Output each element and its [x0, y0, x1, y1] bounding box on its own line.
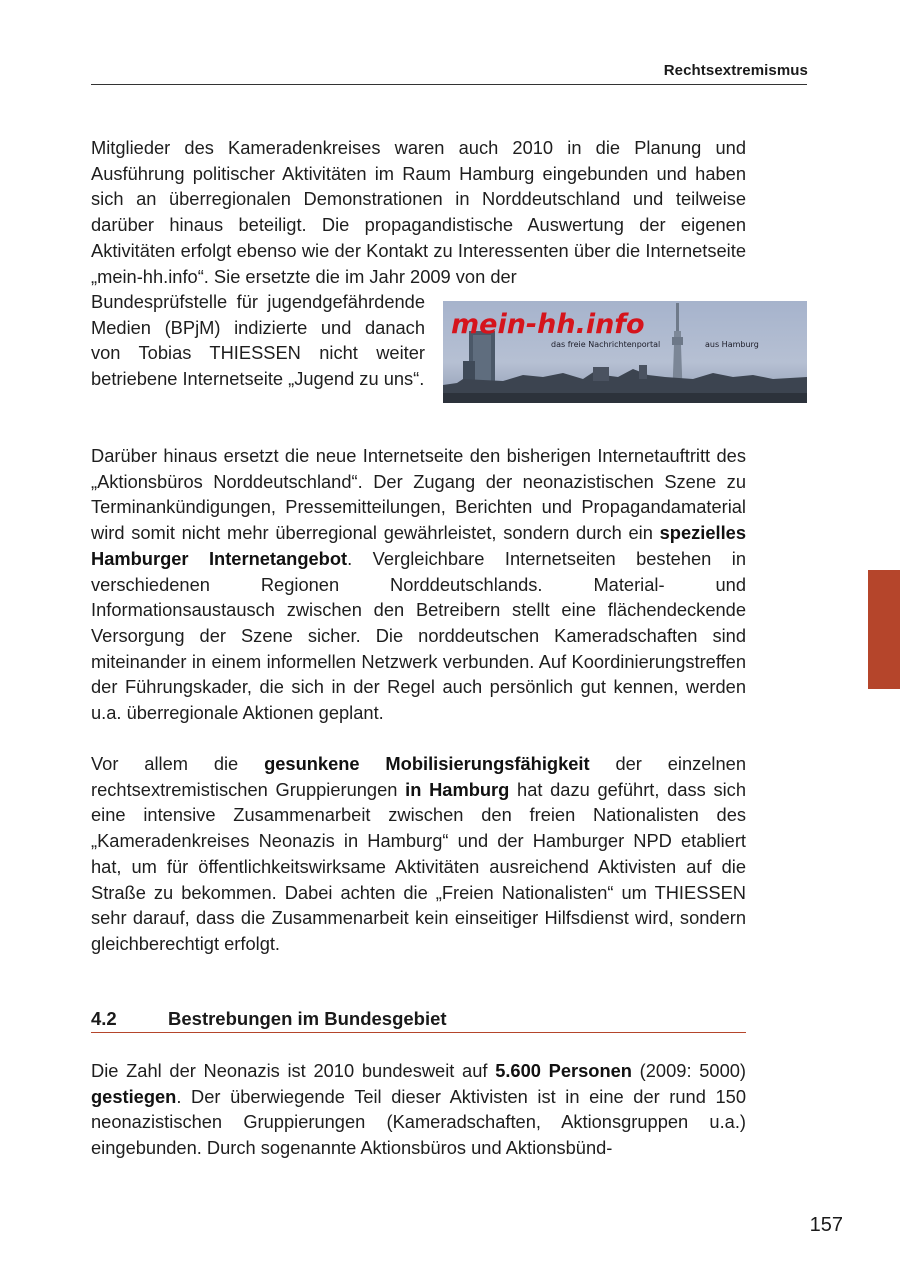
paragraph-3-bold-1: gesunkene Mobilisierungsfähigkeit: [264, 753, 590, 774]
website-banner-image: [443, 301, 807, 403]
paragraph-2-text-b: . Vergleichbare Internetseiten bestehen in verschiedenen Regionen Norddeutschlands. Material- und Informationsaustausch zwischen den Betreibern stellt eine flächendeckende Versorgung der Szene sicher. Die norddeutschen Kameradschaften sind miteinander in einem informellen Netzwerk verbunden. Auf Koordinierungstreffen der Führungskader, die sich in der Regel auch persönlich gut kennen, werden u.a. überregionale Aktionen geplant.: [91, 547, 747, 724]
paragraph-4-text-b: (2009: 5000): [631, 1060, 746, 1081]
running-header: Rechtsextremismus: [663, 62, 808, 79]
paragraph-1-side-text: Bundesprüfstelle für jugendgefährdende Medien (BPjM) indizierte und danach von Tobias THIESSEN nicht weiter betriebene Internetseite „Jugend zu uns“.: [91, 291, 425, 390]
banner-logo-text: mein-hh.info: [451, 309, 645, 340]
paragraph-2-text-a: Darüber hinaus ersetzt die neue Internetseite den bisherigen Internetauftritt des „Aktionsbüros Norddeutschland“. Der Zugang der neonazistischen Szene zu Terminankündigungen, Pressemitteilungen, Berichten und Propagandamaterial wird somit nicht mehr überregional gewährleistet, sondern durch ein: [91, 445, 746, 544]
page-number: 157: [809, 1214, 843, 1236]
section-heading: [91, 1008, 746, 1033]
section-number: 4.2: [91, 1008, 117, 1029]
chapter-tab-marker: [868, 570, 900, 689]
paragraph-2-bold: spezielles Hamburger Internetangebot: [91, 522, 746, 569]
paragraph-3-text-b: der einzelnen rechtsextremistischen Gruppierungen: [91, 753, 746, 800]
paragraph-3-text-c: hat dazu geführt, dass sich eine intensive Zusammenarbeit zwischen den freien Nationalisten des „Kameradenkreises Neonazis in Hamburg“ und der Hamburger NPD etabliert hat, um für öffentlichkeitswirksame Aktivitäten ausreichend Aktivisten auf die Straße zu bekommen. Dabei achten die „Freien Nationalisten“ um THIESSEN sehr darauf, dass die Zusammenarbeit kein einseitiger Hilfsdienst wird, sondern gleichberechtigt erfolgt.: [91, 778, 746, 954]
paragraph-4-text-c: . Der überwiegende Teil dieser Aktivisten ist in eine der rund 150 neonazistischen Gruppierungen (Kameradschaften, Aktionsgruppen u.a.) eingebunden. Durch sogenannte Aktionsbüros und Aktionsbünd-: [91, 1085, 746, 1159]
banner-tagline-right: aus Hamburg: [705, 340, 759, 349]
header-rule: [91, 84, 807, 85]
paragraph-4-text-a: Die Zahl der Neonazis ist 2010 bundesweit auf: [91, 1060, 496, 1081]
paragraph-1-continued: [91, 289, 425, 392]
banner-tagline-left: das freie Nachrichtenportal: [551, 340, 661, 349]
section-title: Bestrebungen im Bundesgebiet: [168, 1008, 447, 1029]
paragraph-2: [91, 443, 746, 726]
paragraph-4-bold-1: 5.600 Personen: [495, 1060, 632, 1081]
paragraph-1-text: Mitglieder des Kameradenkreises waren auch 2010 in die Planung und Ausführung politischer Aktivitäten im Raum Hamburg eingebunden und haben sich an überregionalen Demonstrationen in Norddeutschland und teilweise darüber hinaus beteiligt. Die propagandistische Auswertung der eigenen Aktivitäten erfolgt ebenso wie der Kontakt zu Interessenten über die Internetseite „mein-hh.info“. Sie ersetzte die im Jahr 2009 von der: [91, 137, 746, 287]
paragraph-3-bold-2: in Hamburg: [405, 778, 510, 800]
paragraph-3-text-a: Vor allem die: [91, 753, 265, 774]
paragraph-4-bold-2: gestiegen: [91, 1085, 177, 1107]
paragraph-4: [91, 1058, 746, 1161]
paragraph-3: [91, 751, 746, 957]
paragraph-1: [91, 135, 746, 289]
